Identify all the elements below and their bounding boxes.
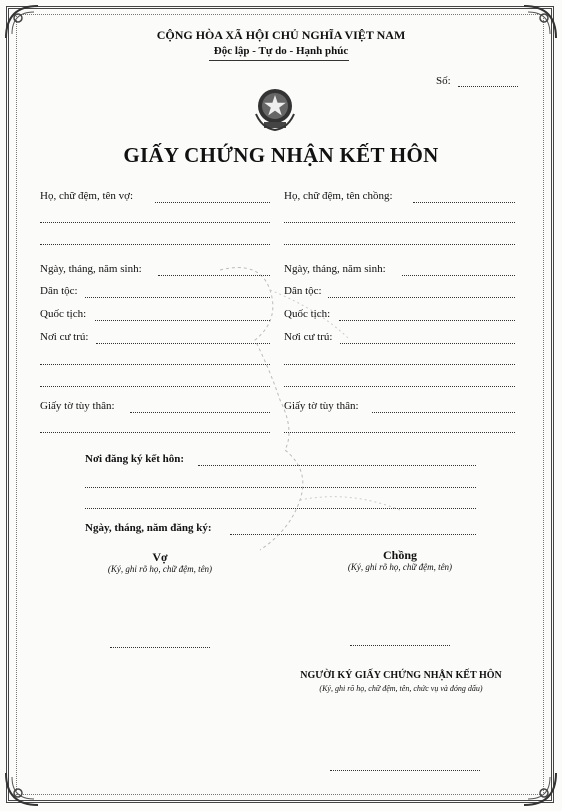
- husband-nationality-field[interactable]: [339, 320, 515, 321]
- corner-ornament-icon: [4, 771, 40, 807]
- registration-date-field[interactable]: [230, 534, 476, 535]
- wife-name-label: Họ, chữ đệm, tên vợ:: [40, 190, 134, 202]
- motto-underline: [209, 60, 349, 61]
- husband-signature-field[interactable]: [350, 645, 450, 646]
- husband-residence-line[interactable]: [284, 364, 515, 365]
- husband-id-label: Giấy tờ tùy thân:: [284, 400, 359, 412]
- registration-place-label: Nơi đăng ký kết hôn:: [85, 453, 185, 465]
- husband-ethnicity-field[interactable]: [328, 297, 515, 298]
- wife-dob-field[interactable]: [158, 275, 270, 276]
- corner-ornament-icon: [4, 4, 40, 40]
- husband-signature-note: (Ký, ghi rõ họ, chữ đệm, tên): [347, 562, 453, 572]
- corner-ornament-icon: [522, 771, 558, 807]
- official-signature-field[interactable]: [330, 770, 480, 771]
- official-signature-note: (Ký, ghi rõ họ, chữ đệm, tên, chức vụ và đóng dấu): [319, 684, 483, 693]
- registration-place-line[interactable]: [85, 508, 476, 509]
- husband-id-field[interactable]: [372, 412, 515, 413]
- registration-place-line[interactable]: [85, 487, 476, 488]
- wife-ethnicity-field[interactable]: [85, 297, 270, 298]
- wife-residence-line[interactable]: [40, 364, 270, 365]
- national-emblem-icon: [250, 84, 300, 134]
- wife-name-line[interactable]: [40, 222, 270, 223]
- registration-place-field[interactable]: [198, 465, 476, 466]
- wife-id-label: Giấy tờ tùy thân:: [40, 400, 115, 412]
- wife-nationality-field[interactable]: [95, 320, 270, 321]
- wife-name-field[interactable]: [155, 202, 270, 203]
- wife-residence-label: Nơi cư trú:: [40, 331, 89, 343]
- number-label: Số:: [436, 75, 451, 87]
- husband-nationality-label: Quốc tịch:: [284, 308, 331, 320]
- husband-signature-title: Chồng: [382, 548, 417, 562]
- wife-residence-field[interactable]: [96, 343, 270, 344]
- official-signature-title: NGƯỜI KÝ GIẤY CHỨNG NHẬN KẾT HÔN: [300, 670, 502, 681]
- wife-name-line[interactable]: [40, 244, 270, 245]
- registration-date-label: Ngày, tháng, năm đăng ký:: [85, 522, 212, 534]
- husband-name-line[interactable]: [284, 244, 515, 245]
- husband-name-field[interactable]: [413, 202, 515, 203]
- husband-residence-field[interactable]: [340, 343, 515, 344]
- wife-ethnicity-label: Dân tộc:: [40, 285, 78, 297]
- wife-signature-title: Vợ: [152, 550, 168, 564]
- wife-signature-note: (Ký, ghi rõ họ, chữ đệm, tên): [107, 564, 213, 574]
- wife-id-line[interactable]: [40, 432, 270, 433]
- wife-signature-field[interactable]: [110, 647, 210, 648]
- husband-name-line[interactable]: [284, 222, 515, 223]
- husband-dob-field[interactable]: [402, 275, 515, 276]
- wife-dob-label: Ngày, tháng, năm sinh:: [40, 263, 142, 275]
- corner-ornament-icon: [522, 4, 558, 40]
- national-motto: Độc lập - Tự do - Hạnh phúc: [213, 45, 349, 57]
- country-name: CỘNG HÒA XÃ HỘI CHỦ NGHĨA VIỆT NAM: [156, 28, 406, 42]
- wife-id-field[interactable]: [130, 412, 270, 413]
- husband-id-line[interactable]: [284, 432, 515, 433]
- husband-residence-label: Nơi cư trú:: [284, 331, 333, 343]
- husband-dob-label: Ngày, tháng, năm sinh:: [284, 263, 386, 275]
- document-title: GIẤY CHỨNG NHẬN KẾT HÔN: [123, 143, 439, 167]
- husband-name-label: Họ, chữ đệm, tên chồng:: [284, 190, 393, 202]
- number-field[interactable]: [458, 86, 518, 87]
- husband-residence-line[interactable]: [284, 386, 515, 387]
- wife-residence-line[interactable]: [40, 386, 270, 387]
- husband-ethnicity-label: Dân tộc:: [284, 285, 322, 297]
- wife-nationality-label: Quốc tịch:: [40, 308, 87, 320]
